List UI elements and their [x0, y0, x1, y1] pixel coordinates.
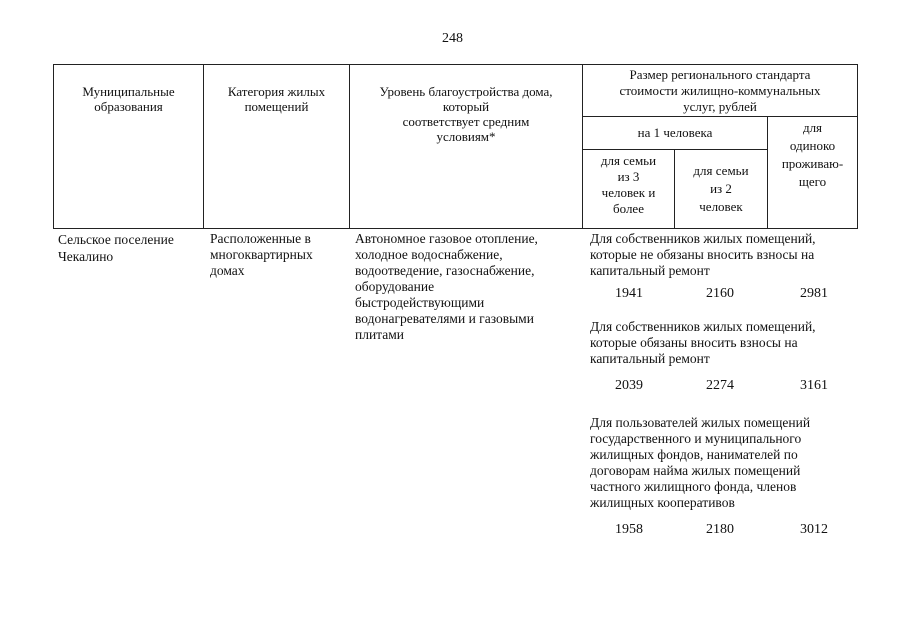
cell-line: Для пользователей жилых помещений	[590, 415, 811, 430]
group-1-family2-value: 2160	[706, 286, 734, 301]
cell-line: частного жилищного фонда, членов	[590, 479, 797, 494]
group-3-single-value: 3012	[800, 522, 828, 537]
header-per-person: на 1 человека	[637, 125, 713, 140]
header-line: для семьи	[600, 153, 657, 168]
cell-line: водонагревателями и газовыми	[355, 311, 534, 326]
group-1-family3-value: 1941	[615, 286, 643, 301]
cell-line: Автономное газовое отопление,	[355, 231, 538, 246]
header-line: стоимости жилищно-коммунальных	[619, 83, 821, 98]
header-line: из 3	[617, 169, 640, 184]
header-line: который	[442, 99, 490, 114]
cell-line: Для собственников жилых помещений,	[590, 231, 816, 246]
group-2-description	[590, 319, 865, 367]
header-category	[204, 84, 349, 114]
cell-line: жилищных фондов, нанимателей по	[590, 447, 798, 462]
cell-line: капитальный ремонт	[590, 351, 710, 366]
cell-line: которые не обязаны вносить взносы на	[590, 247, 815, 262]
header-line: одиноко	[789, 138, 836, 153]
row-improvement	[355, 231, 581, 343]
header-line: соответствует средним	[402, 114, 530, 129]
group-3-family2-value: 2180	[706, 522, 734, 537]
header-line: услуг, рублей	[683, 99, 757, 114]
group-2-family3-value: 2039	[615, 378, 643, 393]
group-3-family3-value: 1958	[615, 522, 643, 537]
header-line: человек и	[601, 185, 656, 200]
cell-line: плитами	[355, 327, 405, 342]
header-line: помещений	[244, 99, 309, 114]
header-improvement	[350, 84, 582, 144]
cell-line: жилищных кооперативов	[590, 495, 735, 510]
cell-line: которые обязаны вносить взносы на	[590, 335, 798, 350]
cell-line: Сельское поселение	[58, 232, 174, 247]
cell-line: капитальный ремонт	[590, 263, 710, 278]
header-line: человек	[699, 199, 743, 214]
group-3-description	[590, 415, 865, 511]
cell-line: быстродействующими	[355, 295, 485, 310]
header-line: проживаю-	[781, 156, 844, 171]
cell-line: водоотведение, газоснабжение,	[355, 263, 535, 278]
header-line: Муниципальные	[82, 84, 175, 99]
header-line: для семьи	[693, 163, 749, 178]
group-2-single-value: 3161	[800, 378, 828, 393]
row-municipal	[58, 231, 204, 265]
header-municipal	[54, 84, 203, 114]
header-line: для	[802, 120, 823, 135]
cell-line: домах	[210, 263, 245, 278]
group-1-single-value: 2981	[800, 286, 828, 301]
header-line: из 2	[710, 181, 732, 196]
header-family3	[583, 153, 674, 217]
header-line: условиям*	[436, 129, 496, 144]
row-category	[210, 231, 349, 279]
header-line: щего	[798, 174, 827, 189]
page-number: 248	[442, 31, 463, 46]
header-line: Размер регионального стандарта	[629, 67, 811, 82]
header-line: Уровень благоустройства дома,	[379, 84, 553, 99]
cell-line: многоквартирных	[210, 247, 313, 262]
group-1-description	[590, 231, 865, 279]
cell-line: Чекалино	[58, 249, 114, 264]
group-2-family2-value: 2274	[706, 378, 734, 393]
header-line: образования	[94, 99, 163, 114]
header-standard	[583, 67, 857, 115]
header-family2	[675, 162, 767, 216]
cell-line: договорам найма жилых помещений	[590, 463, 801, 478]
header-line: Категория жилых	[227, 84, 326, 99]
cell-line: холодное водоснабжение,	[355, 247, 503, 262]
cell-line: оборудование	[355, 279, 435, 294]
cell-line: государственного и муниципального	[590, 431, 802, 446]
cell-line: Расположенные в	[210, 231, 311, 246]
cell-line: Для собственников жилых помещений,	[590, 319, 816, 334]
header-single	[768, 119, 857, 191]
header-line: более	[613, 201, 644, 216]
